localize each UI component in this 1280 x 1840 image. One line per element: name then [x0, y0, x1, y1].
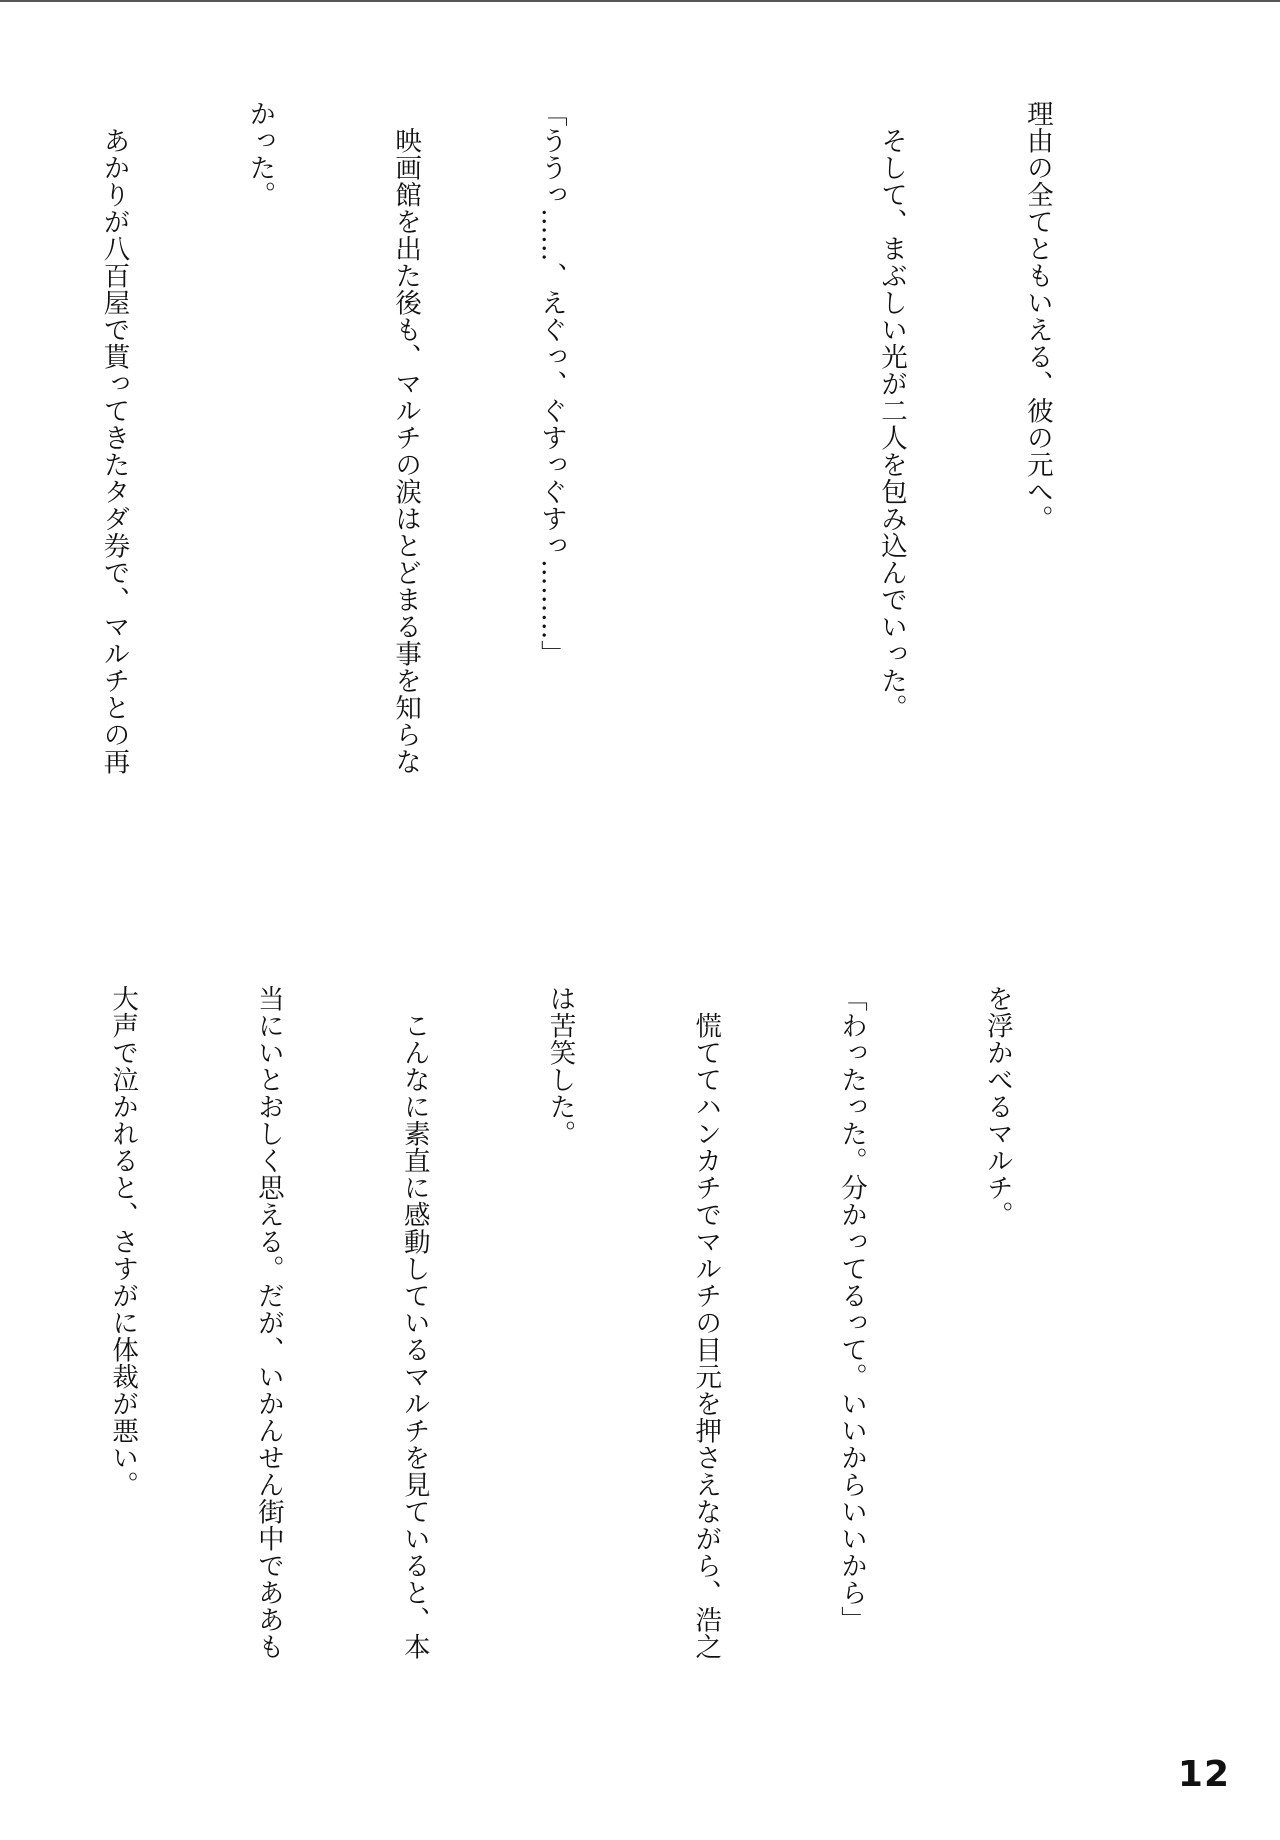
text-line: は苦笑した。 — [544, 985, 576, 1147]
text-line: 当にいとおしく思える。だが、いかんせん街中でああも — [252, 985, 284, 1660]
text-line: 理由の全てともいえる、彼の元へ。 — [1021, 100, 1053, 532]
lower-text-block — [68, 985, 1118, 1765]
text-line: 慌ててハンカチでマルチの目元を押さえながら、浩之 — [690, 985, 722, 1660]
page-number: 12 — [1177, 1754, 1230, 1795]
text-line: を浮かべるマルチ。 — [981, 985, 1013, 1228]
text-line: こんなに素直に感動しているマルチを見ていると、本 — [398, 985, 430, 1660]
text-line: そして、まぶしい光が二人を包み込んでいった。 — [876, 100, 908, 721]
text-line: かった。 — [244, 100, 276, 208]
text-line: 「ううっ……、えぐっ、ぐすっぐすっ………」 — [535, 100, 567, 667]
text-line: 映画館を出た後も、マルチの涙はとどまる事を知らな — [390, 100, 422, 775]
text-line: あかりが八百屋で貰ってきたタダ券で、マルチとの再 — [98, 100, 130, 775]
upper-text-block — [68, 100, 1158, 880]
text-line: 大声で泣かれると、さすがに体裁が悪い。 — [107, 985, 139, 1498]
text-line: 「わったった。分かってるって。いいからいいから」 — [836, 985, 868, 1633]
top-border-line — [0, 0, 1280, 2]
